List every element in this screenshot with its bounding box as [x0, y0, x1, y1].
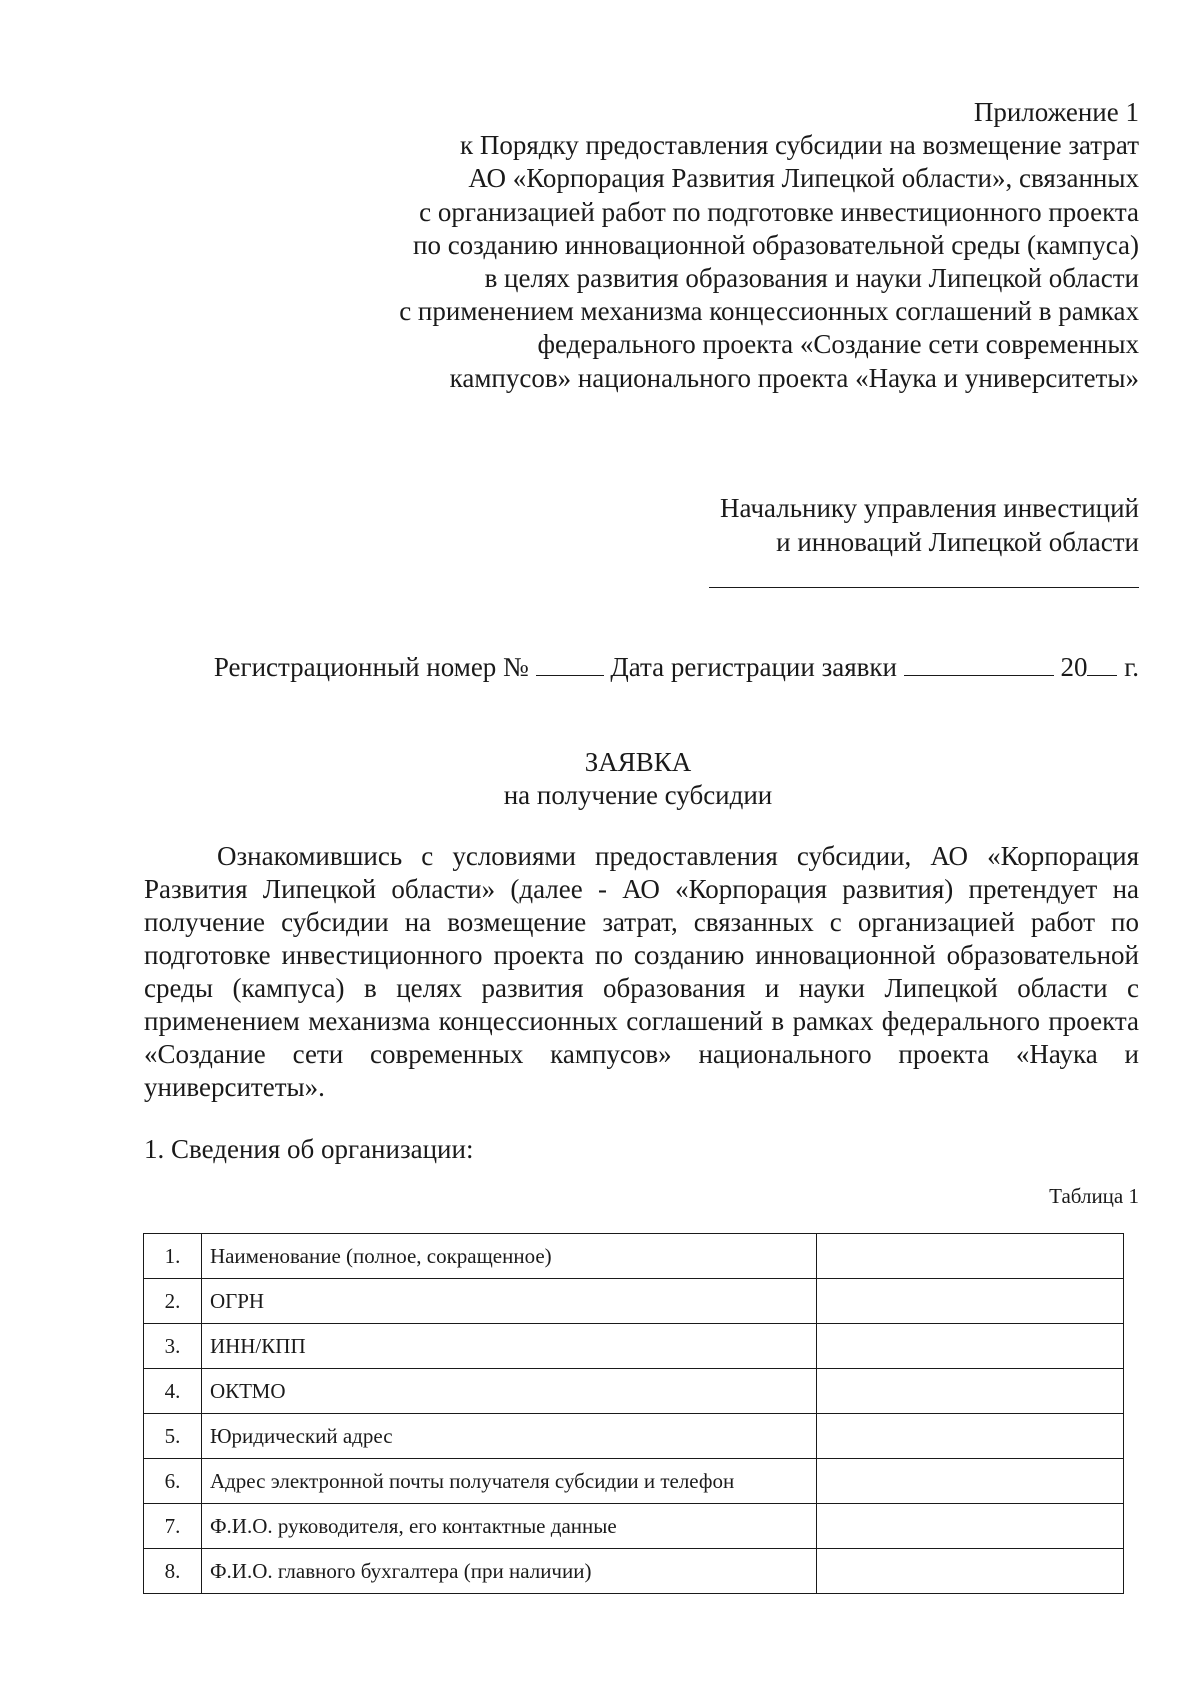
addressee-block: [600, 491, 1139, 559]
appendix-line: в целях развития образования и науки Липецкой области: [484, 263, 1139, 294]
row-number: 7.: [144, 1504, 202, 1549]
row-number: 3.: [144, 1324, 202, 1369]
row-label: ОКТМО: [201, 1369, 816, 1414]
row-value-cell[interactable]: [816, 1369, 1123, 1414]
row-value-cell[interactable]: [816, 1459, 1123, 1504]
table-row: [144, 1234, 1124, 1279]
row-value-cell[interactable]: [816, 1414, 1123, 1459]
appendix-line: к Порядку предоставления субсидии на возмещение затрат: [459, 130, 1139, 161]
row-number: 6.: [144, 1459, 202, 1504]
row-label: Ф.И.О. главного бухгалтера (при наличии): [201, 1549, 816, 1594]
appendix-line: федерального проекта «Создание сети современных: [537, 329, 1139, 360]
table-row: [144, 1324, 1124, 1369]
addressee-name-blank[interactable]: [709, 587, 1139, 588]
document-title-main: ЗАЯВКА: [584, 747, 692, 777]
table-row: [144, 1279, 1124, 1324]
row-value-cell[interactable]: [816, 1279, 1123, 1324]
body-paragraph: Ознакомившись с условиями предоставления субсидии, АО «Корпорация Развития Липецкой области» (далее - АО «Корпорация развития) претендует на получение субсидии на возмещение затрат, связанных с организацией работ по подготовке инвестиционного проекта по созданию инновационной образовательной среды (кампуса) в целях развития образования и науки Липецкой области с применением механизма концессионных соглашений в рамках федерального проекта «Создание сети современных кампусов» национального проекта «Наука и университеты».: [144, 841, 1139, 1102]
table-row: [144, 1504, 1124, 1549]
table-row: [144, 1459, 1124, 1504]
row-value-cell[interactable]: [816, 1234, 1123, 1279]
row-number: 2.: [144, 1279, 202, 1324]
registration-line: [100, 650, 1139, 684]
table-row: [144, 1369, 1124, 1414]
row-number: 8.: [144, 1549, 202, 1594]
appendix-line: АО «Корпорация Развития Липецкой области», связанных: [468, 163, 1139, 194]
appendix-line: Приложение 1: [973, 97, 1139, 127]
table-row: [144, 1549, 1124, 1594]
registration-number-label: Регистрационный номер №: [213, 652, 529, 682]
row-label: Юридический адрес: [201, 1414, 816, 1459]
row-label: Ф.И.О. руководителя, его контактные данные: [201, 1504, 816, 1549]
row-value-cell[interactable]: [816, 1324, 1123, 1369]
row-label: ОГРН: [201, 1279, 816, 1324]
row-value-cell[interactable]: [816, 1504, 1123, 1549]
appendix-line: кампусов» национального проекта «Наука и университеты»: [449, 362, 1139, 393]
table-row: [144, 1414, 1124, 1459]
registration-year-prefix: 20: [1060, 652, 1088, 682]
section-heading: 1. Сведения об организации:: [144, 1134, 474, 1164]
registration-date-blank[interactable]: [904, 653, 1054, 676]
row-label: ИНН/КПП: [201, 1324, 816, 1369]
registration-year-suffix: г.: [1124, 652, 1139, 682]
table-caption: Таблица 1: [1049, 1184, 1139, 1208]
addressee-line-1: Начальнику управления инвестиций: [720, 493, 1139, 523]
row-label: Наименование (полное, сокращенное): [201, 1234, 816, 1279]
row-number: 4.: [144, 1369, 202, 1414]
row-value-cell[interactable]: [816, 1549, 1123, 1594]
organization-info-table: [143, 1233, 1124, 1594]
addressee-line-2: и инноваций Липецкой области: [776, 527, 1139, 557]
document-title-sub: на получение субсидии: [503, 780, 773, 810]
registration-number-blank[interactable]: [536, 653, 604, 676]
appendix-line: с организацией работ по подготовке инвестиционного проекта: [419, 196, 1139, 227]
row-label: Адрес электронной почты получателя субсидии и телефон: [201, 1459, 816, 1504]
row-number: 1.: [144, 1234, 202, 1279]
appendix-line: по созданию инновационной образовательной среды (кампуса): [413, 229, 1139, 260]
document-title: [100, 746, 1176, 812]
row-number: 5.: [144, 1414, 202, 1459]
registration-year-blank[interactable]: [1087, 653, 1117, 676]
appendix-header: [300, 96, 1139, 395]
registration-date-label: Дата регистрации заявки: [610, 652, 897, 682]
appendix-line: с применением механизма концессионных соглашений в рамках: [399, 296, 1139, 327]
